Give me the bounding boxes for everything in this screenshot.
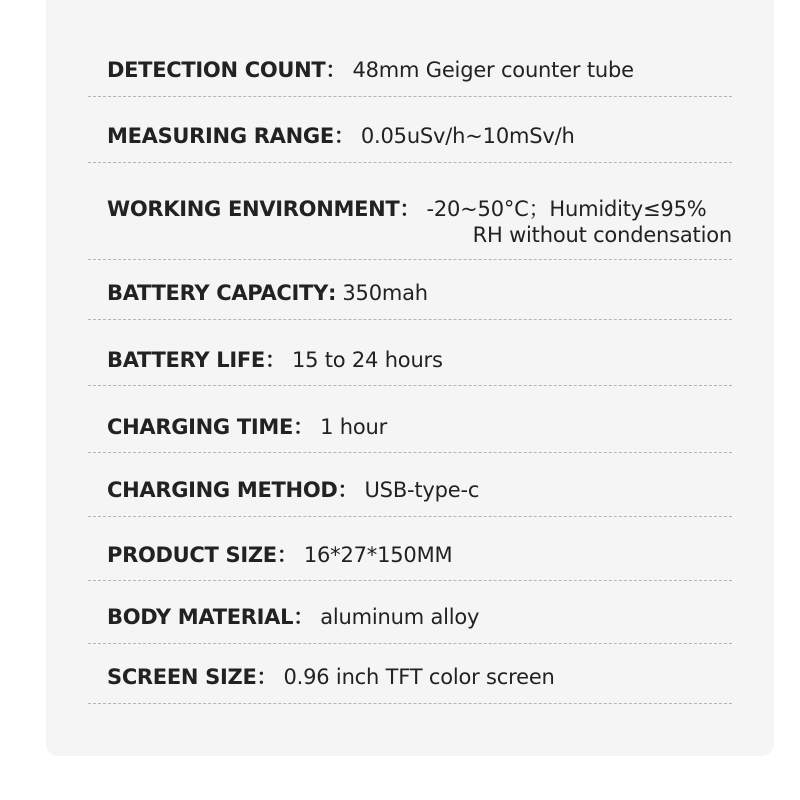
divider: [88, 259, 732, 260]
spec-row-charging-method: [88, 477, 732, 503]
divider: [88, 452, 732, 453]
spec-label: CHARGING TIME: [107, 415, 294, 439]
divider: [88, 162, 732, 163]
divider: [88, 516, 732, 517]
spec-value: 16*27*150MM: [303, 543, 453, 567]
spec-row-measuring-range: [88, 123, 732, 149]
spec-label: BATTERY CAPACITY: [107, 281, 328, 305]
spec-value-continued: RH without condensation: [472, 223, 732, 247]
spec-colon: ：: [333, 124, 355, 148]
divider: [88, 643, 732, 644]
spec-colon: ：: [337, 478, 359, 502]
spec-colon: ：: [293, 605, 315, 629]
spec-label: DETECTION COUNT: [107, 58, 326, 82]
spec-value: 0.05uSv/h~10mSv/h: [360, 124, 575, 148]
spec-colon: ：: [399, 197, 421, 221]
spec-label: MEASURING RANGE: [107, 124, 334, 148]
spec-value: 48mm Geiger counter tube: [352, 58, 634, 82]
spec-label: CHARGING METHOD: [107, 478, 338, 502]
spec-colon: ：: [325, 58, 347, 82]
spec-row-battery-life: [88, 347, 732, 373]
spec-label: SCREEN SIZE: [107, 665, 257, 689]
spec-colon: ：: [293, 415, 315, 439]
spec-value: 350mah: [342, 281, 428, 305]
divider: [88, 385, 732, 386]
spec-row-body-material: [88, 604, 732, 630]
divider: [88, 319, 732, 320]
spec-value: aluminum alloy: [320, 605, 480, 629]
spec-value: 0.96 inch TFT color screen: [283, 665, 555, 689]
spec-row-charging-time: [88, 414, 732, 440]
spec-value: -20~50°C；Humidity≤95%: [426, 197, 707, 221]
divider: [88, 96, 732, 97]
spec-colon: ：: [264, 348, 286, 372]
spec-value: 15 to 24 hours: [291, 348, 443, 372]
spec-row-battery-capacity: [88, 280, 732, 306]
spec-row-working-environment: [88, 196, 732, 248]
spec-colon: ：: [276, 543, 298, 567]
spec-colon: :: [327, 281, 337, 305]
spec-row-screen-size: [88, 664, 732, 690]
spec-row-detection-count: [88, 57, 732, 83]
spec-label: PRODUCT SIZE: [107, 543, 277, 567]
divider: [88, 703, 732, 704]
divider: [88, 580, 732, 581]
spec-label: BATTERY LIFE: [107, 348, 265, 372]
spec-label: BODY MATERIAL: [107, 605, 294, 629]
spec-colon: ：: [256, 665, 278, 689]
spec-label: WORKING ENVIRONMENT: [107, 197, 400, 221]
spec-value: USB-type-c: [364, 478, 480, 502]
spec-row-product-size: [88, 542, 732, 568]
spec-value: 1 hour: [320, 415, 388, 439]
